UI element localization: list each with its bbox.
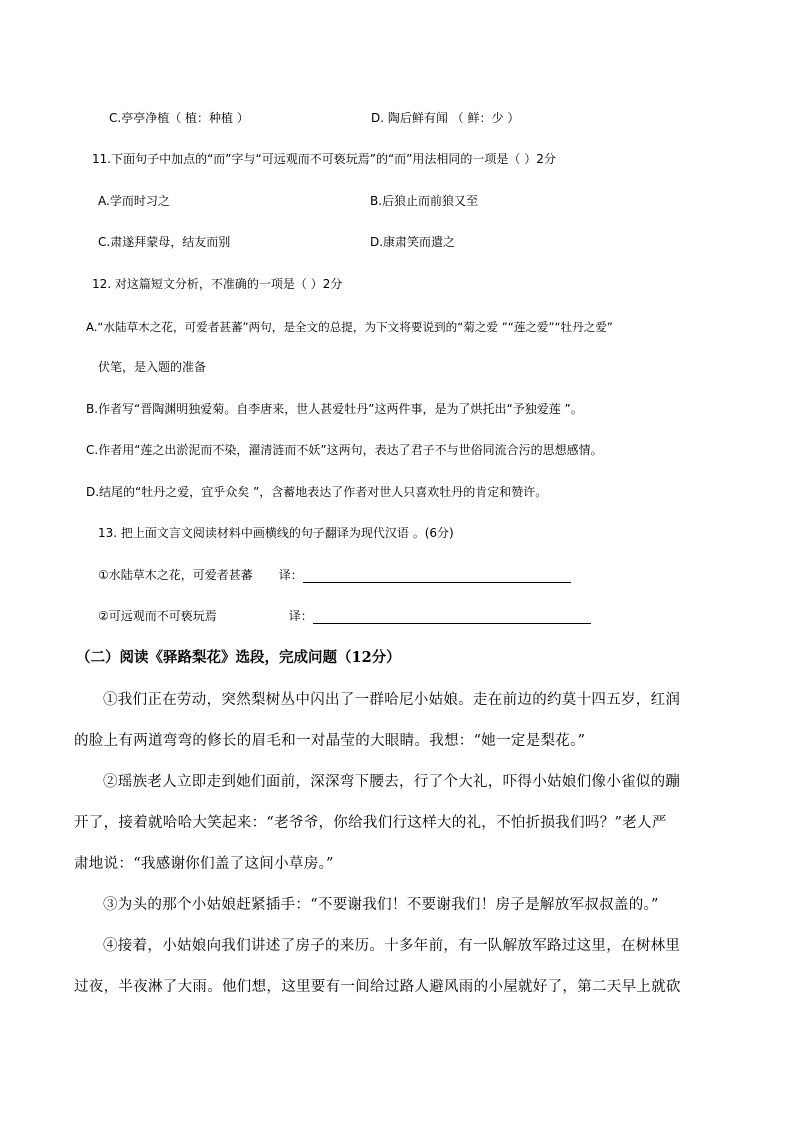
q13-item2 (98, 608, 591, 624)
passage-p2-line2: 开了，接着就哈哈大笑起来：“老爷爷，你给我们行这样大的礼，不怕折损我们吗？”老人严 (74, 815, 667, 831)
passage-p2-line3: 肃地说：“我感谢你们盖了这间小草房。” (74, 856, 334, 872)
q12-option-a-line2: 伏笔，是入题的准备 (98, 360, 207, 374)
q11-stem: 11.下面句子中加点的“而”字与“可远观而不可亵玩焉”的“而”用法相同的一项是（ ）2分 (92, 152, 556, 166)
section2-heading: （二）阅读《驿路梨花》选段，完成问题（12分） (76, 649, 401, 666)
q12-option-c: C.作者用“莲之出淤泥而不染，濯清涟而不妖”这两句，表达了君子不与世俗同流合污的思想感情。 (86, 443, 603, 457)
q12-option-b: B.作者写“晋陶渊明独爱菊。自李唐来，世人甚爱牡丹”这两件事，是为了烘托出“予独爱莲 ”。 (86, 402, 583, 416)
q13-item1 (98, 567, 571, 583)
q13-item2-answer-line[interactable] (313, 611, 591, 624)
passage-p3-line1: ③为头的那个小姑娘赶紧插手：“不要谢我们！不要谢我们！房子是解放军叔叔盖的。” (103, 897, 659, 913)
q13-item1-answer-line[interactable] (303, 570, 571, 583)
q13-item2-source: ②可远观而不可亵玩焉 (98, 609, 217, 623)
q11-option-c: C.肃遂拜蒙母，结友而别 (98, 235, 231, 249)
q13-item2-label: 译： (288, 609, 313, 623)
q12-option-d: D.结尾的“牡丹之爱，宜乎众矣 ”，含蓄地表达了作者对世人只喜欢牡丹的肯定和赞许。 (86, 485, 548, 499)
q10-option-c: C.亭亭净植（ 植：种植 ） (109, 111, 249, 125)
q11-option-a: A.学而时习之 (98, 194, 170, 208)
q11-option-d: D.康肃笑而遣之 (370, 235, 456, 249)
q10-option-d: D. 陶后鲜有闻 （ 鲜：少 ） (371, 111, 520, 125)
q13-item1-label: 译： (278, 568, 303, 582)
passage-p4-line2: 过夜，半夜淋了大雨。他们想，这里要有一间给过路人避风雨的小屋就好了，第二天早上就砍 (74, 979, 681, 995)
q13-stem: 13. 把上面文言文阅读材料中画横线的句子翻译为现代汉语 。(6分) (98, 526, 454, 540)
q13-item1-source: ①水陆草木之花，可爱者甚蕃 (98, 568, 253, 582)
q11-option-b: B.后狼止而前狼又至 (370, 194, 479, 208)
passage-p1-line1: ①我们正在劳动，突然梨树丛中闪出了一群哈尼小姑娘。走在前边的约莫十四五岁，红润 (103, 692, 681, 708)
passage-p2-line1: ②瑶族老人立即走到她们面前，深深弯下腰去，行了个大礼，吓得小姑娘们像小雀似的蹦 (103, 774, 681, 790)
passage-p4-line1: ④接着，小姑娘向我们讲述了房子的来历。十多年前，有一队解放军路过这里，在树林里 (103, 938, 681, 954)
q12-stem: 12. 对这篇短文分析，不准确的一项是（ ）2分 (92, 277, 343, 291)
q12-option-a-line1: A.“水陆草木之花，可爱者甚蕃”两句，是全文的总提，为下文将要说到的“菊之爱 ”“莲之爱”“牡丹之爱” (86, 320, 613, 334)
passage-p1-line2: 的脸上有两道弯弯的修长的眉毛和一对晶莹的大眼睛。我想：“她一定是梨花。” (74, 733, 586, 749)
